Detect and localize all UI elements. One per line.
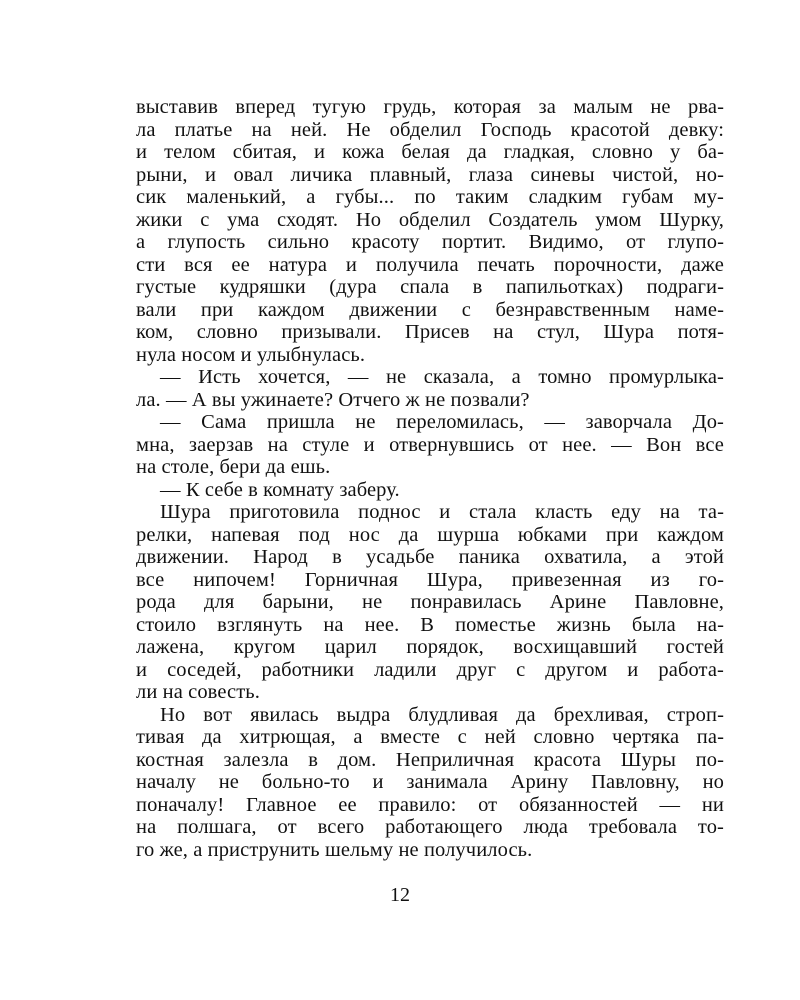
text-line: ла платье на ней. Не обделил Господь красотой девку:: [136, 118, 724, 141]
text-line: жики с ума сходят. Но обделил Создатель умом Шурку,: [136, 208, 724, 231]
text-line: ла. — А вы ужинаете? Отчего ж не позвали?: [136, 388, 530, 411]
text-line: сик маленький, а губы... по таким сладким губам му-: [136, 186, 724, 208]
text-line: тивая да хитрющая, а вместе с ней словно чертяка па-: [136, 726, 724, 748]
text-line: релки, напевая под нос да шурша юбками при каждом: [136, 523, 724, 546]
text-line: на столе, бери да ешь.: [136, 456, 331, 478]
text-line: — К себе в комнату заберу.: [160, 478, 400, 501]
text-line: сти вся ее натура и получила печать порочности, даже: [136, 253, 724, 276]
text-line: густые кудряшки (дура спала в папильотках) подраги-: [136, 276, 724, 298]
text-line: на полшага, от всего работающего люда требовала то-: [136, 816, 724, 838]
text-line: рыни, и овал личика плавный, глаза синевы чистой, но-: [136, 163, 724, 186]
text-line: го же, а приструнить шельму не получилось.: [136, 838, 533, 861]
text-line: и телом сбитая, и кожа белая да гладкая, словно у ба-: [136, 141, 724, 163]
text-line: выставив вперед тугую грудь, которая за малым не рва-: [136, 96, 724, 118]
text-line: ли на совесть.: [136, 681, 260, 703]
page-number: 12: [390, 884, 410, 906]
text-line: костная залезла в дом. Неприличная красота Шуры по-: [136, 748, 724, 771]
text-line: рода для барыни, не понравилась Арине Павловне,: [136, 591, 724, 613]
text-line: а глупость сильно красоту портит. Видимо, от глупо-: [136, 231, 724, 253]
text-line: все нипочем! Горничная Шура, привезенная из го-: [136, 568, 724, 591]
text-line: началу не больно-то и занимала Арину Павловну, но: [136, 771, 724, 793]
text-line: вали при каждом движении с безнравственным наме-: [136, 298, 724, 321]
text-line: и соседей, работники ладили друг с другом и работа-: [136, 658, 724, 681]
body-text: [136, 96, 724, 861]
text-line: — Сама пришла не переломилась, — заворчала До-: [160, 411, 724, 433]
text-line: — Исть хочется, — не сказала, а томно промурлыка-: [160, 366, 724, 388]
text-line: Но вот явилась выдра блудливая да брехливая, строп-: [160, 703, 724, 726]
text-line: лажена, кругом царил порядок, восхищавший гостей: [136, 636, 724, 658]
text-line: движении. Народ в усадьбе паника охватила, а этой: [136, 546, 724, 568]
text-line: поначалу! Главное ее правило: от обязанностей — ни: [136, 793, 724, 816]
text-line: мна, заерзав на стуле и отвернувшись от нее. — Вон все: [136, 433, 724, 456]
text-line: ком, словно призывали. Присев на стул, Шура потя-: [136, 321, 724, 343]
text-line: нула носом и улыбнулась.: [136, 343, 366, 366]
text-line: стоило взглянуть на нее. В поместье жизнь была на-: [136, 613, 724, 636]
text-line: Шура приготовила поднос и стала класть еду на та-: [160, 501, 724, 523]
